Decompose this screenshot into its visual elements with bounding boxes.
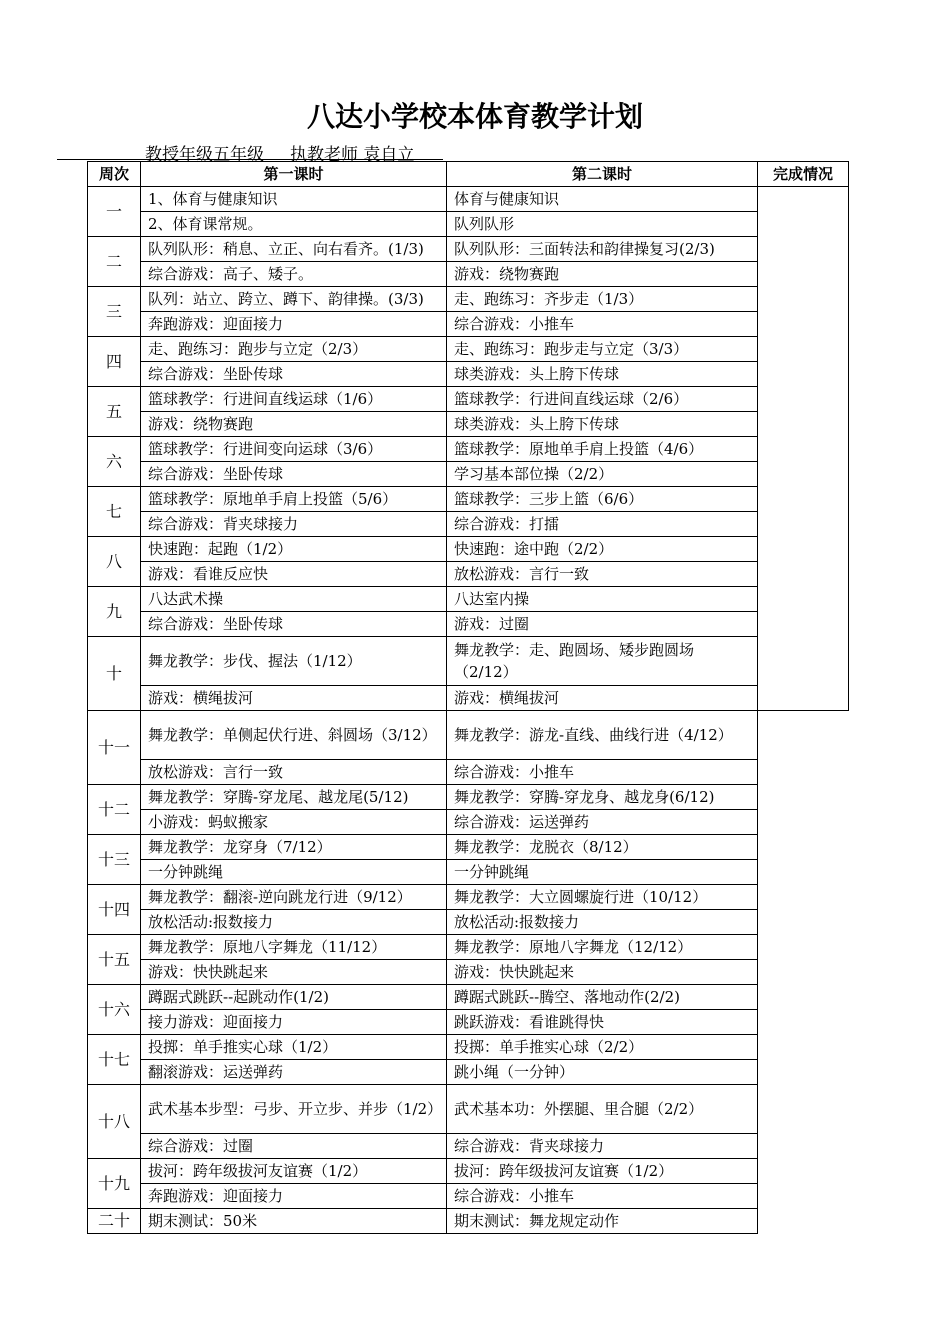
table-row — [88, 1060, 849, 1085]
week-cell: 六 — [88, 437, 141, 487]
table-row — [88, 760, 849, 785]
lesson-1-cell: 游戏：看谁反应快 — [141, 562, 447, 587]
table-row — [88, 462, 849, 487]
week-cell: 十六 — [88, 985, 141, 1035]
lesson-1-cell: 综合游戏：坐卧传球 — [141, 612, 447, 637]
lesson-1-cell: 游戏：绕物赛跑 — [141, 412, 447, 437]
lesson-1-cell: 舞龙教学：原地八字舞龙（11/12） — [141, 935, 447, 960]
table-row — [88, 885, 849, 910]
lesson-2-cell: 武术基本功：外摆腿、里合腿（2/2） — [447, 1085, 758, 1134]
lesson-2-cell: 投掷：单手推实心球（2/2） — [447, 1035, 758, 1060]
lesson-2-cell: 跳跃游戏：看谁跳得快 — [447, 1010, 758, 1035]
week-cell: 十一 — [88, 711, 141, 785]
lesson-2-cell: 综合游戏：背夹球接力 — [447, 1134, 758, 1159]
table-row — [88, 1010, 849, 1035]
lesson-2-cell: 放松游戏：言行一致 — [447, 562, 758, 587]
lesson-1-cell: 放松游戏：言行一致 — [141, 760, 447, 785]
lesson-1-cell: 一分钟跳绳 — [141, 860, 447, 885]
lesson-1-cell: 游戏：快快跳起来 — [141, 960, 447, 985]
table-row — [88, 562, 849, 587]
lesson-1-cell: 游戏：横绳拔河 — [141, 686, 447, 711]
header-lesson-1: 第一课时 — [141, 162, 447, 187]
table-row — [88, 1159, 849, 1184]
table-row — [88, 587, 849, 612]
week-cell: 十五 — [88, 935, 141, 985]
week-cell: 一 — [88, 187, 141, 237]
lesson-1-cell: 翻滚游戏：运送弹药 — [141, 1060, 447, 1085]
table-row — [88, 537, 849, 562]
lesson-2-cell: 舞龙教学：穿腾-穿龙身、越龙身(6/12) — [447, 785, 758, 810]
lesson-2-cell: 舞龙教学：走、跑圆场、矮步跑圆场（2/12） — [447, 637, 758, 686]
lesson-1-cell: 篮球教学：行进间变向运球（3/6） — [141, 437, 447, 462]
lesson-2-cell: 球类游戏：头上胯下传球 — [447, 412, 758, 437]
lesson-1-cell: 舞龙教学：翻滚-逆向跳龙行进（9/12） — [141, 885, 447, 910]
page-title: 八达小学校本体育教学计划 — [306, 100, 643, 133]
lesson-2-cell: 学习基本部位操（2/2） — [447, 462, 758, 487]
week-cell: 十八 — [88, 1085, 141, 1159]
table-row — [88, 612, 849, 637]
lesson-2-cell: 舞龙教学：原地八字舞龙（12/12） — [447, 935, 758, 960]
table-row — [88, 237, 849, 262]
lesson-2-cell: 球类游戏：头上胯下传球 — [447, 362, 758, 387]
table-row — [88, 1134, 849, 1159]
week-cell: 十七 — [88, 1035, 141, 1085]
lesson-2-cell: 综合游戏：运送弹药 — [447, 810, 758, 835]
lesson-1-cell: 篮球教学：原地单手肩上投篮（5/6） — [141, 487, 447, 512]
lesson-2-cell: 篮球教学：三步上篮（6/6） — [447, 487, 758, 512]
lesson-1-cell: 快速跑：起跑（1/2） — [141, 537, 447, 562]
lesson-1-cell: 队列队形：稍息、立正、向右看齐。(1/3) — [141, 237, 447, 262]
lesson-2-cell: 蹲踞式跳跃--腾空、落地动作(2/2) — [447, 985, 758, 1010]
lesson-2-cell: 跳小绳（一分钟） — [447, 1060, 758, 1085]
lesson-1-cell: 舞龙教学：步伐、握法（1/12） — [141, 637, 447, 686]
table-row — [88, 935, 849, 960]
week-cell: 十四 — [88, 885, 141, 935]
lesson-1-cell: 舞龙教学：单侧起伏行进、斜圆场（3/12） — [141, 711, 447, 760]
plan-table — [87, 161, 849, 1234]
lesson-2-cell: 综合游戏：打擂 — [447, 512, 758, 537]
lesson-2-cell: 篮球教学：原地单手肩上投篮（4/6） — [447, 437, 758, 462]
lesson-1-cell: 武术基本步型：弓步、开立步、并步（1/2） — [141, 1085, 447, 1134]
table-row — [88, 487, 849, 512]
lesson-1-cell: 期末测试：50米 — [141, 1209, 447, 1234]
week-cell: 三 — [88, 287, 141, 337]
lesson-2-cell: 综合游戏：小推车 — [447, 760, 758, 785]
lesson-2-cell: 走、跑练习：齐步走（1/3） — [447, 287, 758, 312]
lesson-2-cell: 游戏：快快跳起来 — [447, 960, 758, 985]
table-row — [88, 262, 849, 287]
table-row — [88, 910, 849, 935]
lesson-1-cell: 拔河：跨年级拔河友谊赛（1/2） — [141, 1159, 447, 1184]
table-row — [88, 1209, 849, 1234]
table-row — [88, 362, 849, 387]
lesson-1-cell: 1、体育与健康知识 — [141, 187, 447, 212]
lesson-2-cell: 篮球教学：行进间直线运球（2/6） — [447, 387, 758, 412]
lesson-1-cell: 综合游戏：背夹球接力 — [141, 512, 447, 537]
week-cell: 八 — [88, 537, 141, 587]
lesson-1-cell: 2、体育课常规。 — [141, 212, 447, 237]
header-week: 周次 — [88, 162, 141, 187]
lesson-1-cell: 奔跑游戏：迎面接力 — [141, 312, 447, 337]
table-row — [88, 337, 849, 362]
lesson-1-cell: 八达武术操 — [141, 587, 447, 612]
lesson-2-cell: 走、跑练习：跑步走与立定（3/3） — [447, 337, 758, 362]
week-cell: 十九 — [88, 1159, 141, 1209]
table-row — [88, 835, 849, 860]
week-cell: 十 — [88, 637, 141, 711]
table-row — [88, 810, 849, 835]
lesson-1-cell: 走、跑练习：跑步与立定（2/3） — [141, 337, 447, 362]
lesson-1-cell: 投掷：单手推实心球（1/2） — [141, 1035, 447, 1060]
table-row — [88, 312, 849, 337]
table-row — [88, 412, 849, 437]
table-row — [88, 437, 849, 462]
week-cell: 二 — [88, 237, 141, 287]
lesson-1-cell: 奔跑游戏：迎面接力 — [141, 1184, 447, 1209]
lesson-2-cell: 队列队形 — [447, 212, 758, 237]
table-row — [88, 1184, 849, 1209]
status-cell — [758, 187, 849, 711]
week-cell: 九 — [88, 587, 141, 637]
lesson-2-cell: 综合游戏：小推车 — [447, 1184, 758, 1209]
week-cell: 五 — [88, 387, 141, 437]
lesson-2-cell: 放松活动:报数接力 — [447, 910, 758, 935]
lesson-1-cell: 蹲踞式跳跃--起跳动作(1/2) — [141, 985, 447, 1010]
table-row — [88, 287, 849, 312]
lesson-1-cell: 综合游戏：坐卧传球 — [141, 462, 447, 487]
lesson-2-cell: 游戏：横绳拔河 — [447, 686, 758, 711]
lesson-2-cell: 拔河：跨年级拔河友谊赛（1/2） — [447, 1159, 758, 1184]
lesson-1-cell: 篮球教学：行进间直线运球（1/6） — [141, 387, 447, 412]
table-row — [88, 686, 849, 711]
week-cell: 十三 — [88, 835, 141, 885]
subtitle-underline — [57, 159, 443, 160]
header-lesson-2: 第二课时 — [447, 162, 758, 187]
lesson-2-cell: 游戏：绕物赛跑 — [447, 262, 758, 287]
table-row — [88, 960, 849, 985]
lesson-2-cell: 八达室内操 — [447, 587, 758, 612]
table-row — [88, 212, 849, 237]
header-row — [88, 162, 849, 187]
lesson-2-cell: 队列队形：三面转法和韵律操复习(2/3) — [447, 237, 758, 262]
lesson-2-cell: 舞龙教学：游龙-直线、曲线行进（4/12） — [447, 711, 758, 760]
grade-label: 教授年级五年级 — [145, 145, 264, 165]
table-row — [88, 711, 849, 760]
table-row — [88, 637, 849, 686]
lesson-1-cell: 综合游戏：坐卧传球 — [141, 362, 447, 387]
lesson-2-cell: 期末测试：舞龙规定动作 — [447, 1209, 758, 1234]
lesson-2-cell: 体育与健康知识 — [447, 187, 758, 212]
table-row — [88, 512, 849, 537]
lesson-1-cell: 接力游戏：迎面接力 — [141, 1010, 447, 1035]
lesson-2-cell: 舞龙教学：龙脱衣（8/12） — [447, 835, 758, 860]
week-cell: 二十 — [88, 1209, 141, 1234]
table-body — [88, 187, 849, 1234]
lesson-1-cell: 舞龙教学：穿腾-穿龙尾、越龙尾(5/12) — [141, 785, 447, 810]
lesson-2-cell: 游戏：过圈 — [447, 612, 758, 637]
lesson-1-cell: 小游戏：蚂蚁搬家 — [141, 810, 447, 835]
lesson-1-cell: 队列：站立、跨立、蹲下、韵律操。(3/3) — [141, 287, 447, 312]
lesson-1-cell: 综合游戏：过圈 — [141, 1134, 447, 1159]
table-row — [88, 860, 849, 885]
header-status: 完成情况 — [758, 162, 849, 187]
week-cell: 十二 — [88, 785, 141, 835]
lesson-1-cell: 放松活动:报数接力 — [141, 910, 447, 935]
lesson-2-cell: 舞龙教学：大立圆螺旋行进（10/12） — [447, 885, 758, 910]
table-row — [88, 1085, 849, 1134]
lesson-1-cell: 舞龙教学：龙穿身（7/12） — [141, 835, 447, 860]
week-cell: 四 — [88, 337, 141, 387]
table-row — [88, 785, 849, 810]
table-row — [88, 985, 849, 1010]
teacher-label: 执教老师 袁自立 — [290, 145, 415, 165]
table-row — [88, 387, 849, 412]
lesson-2-cell: 综合游戏：小推车 — [447, 312, 758, 337]
table-row — [88, 187, 849, 212]
lesson-2-cell: 快速跑：途中跑（2/2） — [447, 537, 758, 562]
week-cell: 七 — [88, 487, 141, 537]
table-row — [88, 1035, 849, 1060]
lesson-1-cell: 综合游戏：高子、矮子。 — [141, 262, 447, 287]
lesson-2-cell: 一分钟跳绳 — [447, 860, 758, 885]
